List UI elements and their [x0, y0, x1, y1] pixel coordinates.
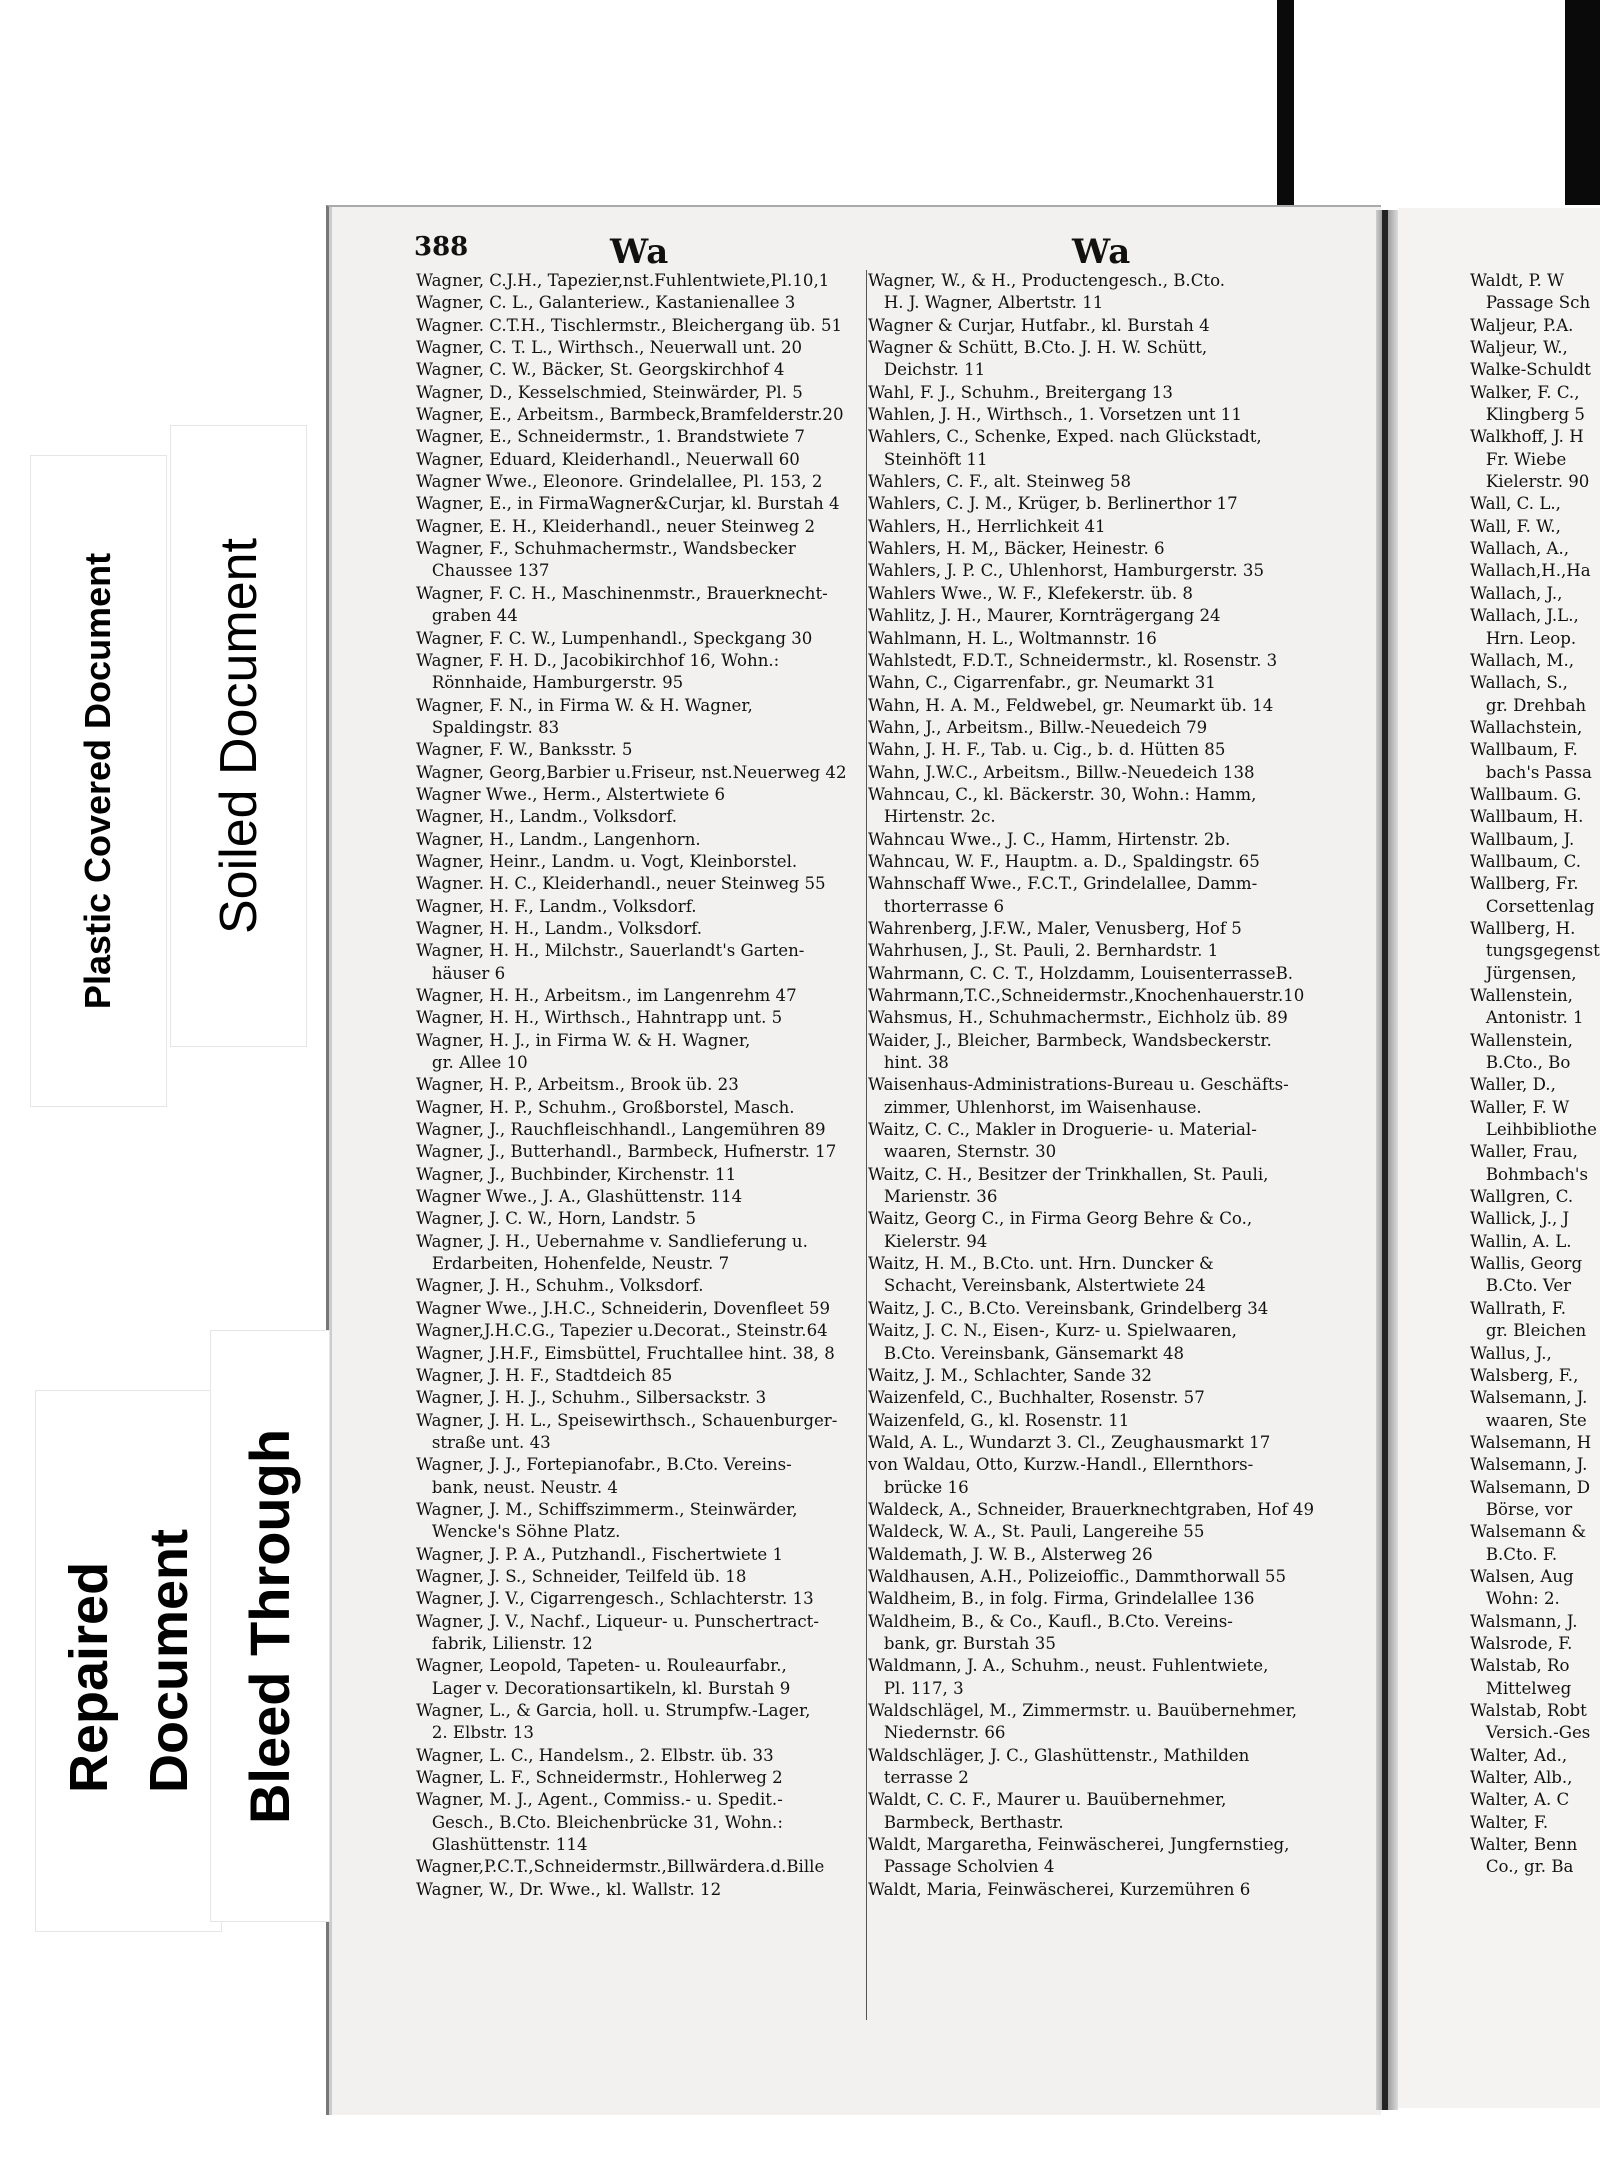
directory-entry: Wahncau Wwe., J. C., Hamm, Hirtenstr. 2b. — [868, 829, 1231, 849]
label-repaired — [35, 1390, 222, 1932]
directory-entry: Niedernstr. 66 — [868, 1723, 1006, 1743]
directory-entry: Kielerstr. 94 — [868, 1231, 988, 1251]
directory-entry: Wahlers, C. F., alt. Steinweg 58 — [868, 472, 1132, 492]
directory-entry: Versich.-Ges — [1470, 1723, 1591, 1743]
directory-entry: Wagner, J. J., Fortepianofabr., B.Cto. Vereins- — [416, 1455, 792, 1475]
directory-entry: Steinhöft 11 — [868, 449, 988, 469]
directory-entry: B.Cto. Ver — [1470, 1276, 1572, 1296]
directory-entry: Waisenhaus-Administrations-Bureau u. Geschäfts- — [868, 1075, 1289, 1095]
page-number: 388 — [414, 232, 469, 262]
directory-entry: Wahrmann,T.C.,Schneidermstr.,Knochenhauerstr.10 — [868, 986, 1305, 1005]
directory-entry: Wagner, W., & H., Productengesch., B.Cto. — [868, 271, 1226, 290]
directory-entry: Wagner, H. H., Wirthsch., Hahntrapp unt. 5 — [416, 1008, 783, 1028]
directory-entry: Wallus, J., — [1470, 1343, 1552, 1363]
directory-entry: Wahn, H. A. M., Feldwebel, gr. Neumarkt üb. 14 — [868, 695, 1274, 715]
directory-entry: Walter, A. C — [1470, 1790, 1570, 1810]
directory-entry: Lager v. Decorationsartikeln, kl. Burstah 9 — [416, 1678, 791, 1698]
label-plastic-covered-text: Plastic Covered Document — [77, 552, 119, 1010]
directory-entry: Wahn, J., Arbeitsm., Billw.-Neuedeich 79 — [868, 717, 1208, 737]
directory-entry: Wagner, J., Rauchfleischhandl., Langemühren 89 — [416, 1120, 826, 1140]
directory-entry: Wagner & Curjar, Hutfabr., kl. Burstah 4 — [868, 315, 1210, 335]
directory-entry: Wagner,J.H.C.G., Tapezier u.Decorat., Steinstr.64 — [416, 1321, 828, 1341]
directory-entry: Wagner & Schütt, B.Cto. J. H. W. Schütt, — [868, 338, 1208, 358]
directory-entry: Wagner, L. F., Schneidermstr., Hohlerweg 2 — [416, 1768, 783, 1788]
directory-entry: Wallach, J.L., — [1470, 606, 1579, 626]
directory-entry: Waitz, Georg C., in Firma Georg Behre & Co., — [868, 1209, 1253, 1229]
directory-entry: Chaussee 137 — [416, 561, 550, 581]
directory-entry: gr. Allee 10 — [416, 1053, 528, 1073]
directory-entry: B.Cto., Bo — [1470, 1053, 1571, 1073]
directory-entry: Wahlmann, H. L., Woltmannstr. 16 — [868, 628, 1157, 648]
directory-entry: Wallach, M., — [1470, 650, 1575, 670]
directory-entry: Rönnhaide, Hamburgerstr. 95 — [416, 673, 684, 693]
directory-entry: Wagner, C. L., Galanteriew., Kastanienallee 3 — [416, 293, 796, 313]
directory-entry: Deichstr. 11 — [868, 360, 986, 380]
directory-entry: Barmbeck, Berthastr. — [868, 1812, 1064, 1832]
directory-entry: Waldmann, J. A., Schuhm., neust. Fuhlentwiete, — [868, 1656, 1269, 1676]
directory-entry: Wahn, J. H. F., Tab. u. Cig., b. d. Hütten 85 — [868, 740, 1226, 760]
directory-entry: Schacht, Vereinsbank, Alstertwiete 24 — [868, 1276, 1206, 1296]
directory-entry: H. J. Wagner, Albertstr. 11 — [868, 293, 1104, 313]
directory-entry: Wahlers Wwe., W. F., Klefekerstr. üb. 8 — [868, 583, 1193, 603]
directory-entry: bach's Passa — [1470, 762, 1592, 782]
directory-entry: Wagner, J. S., Schneider, Teilfeld üb. 18 — [416, 1566, 747, 1586]
directory-entry: Wahlers, H. M,, Bäcker, Heinestr. 6 — [868, 539, 1165, 559]
directory-entry: Waitz, H. M., B.Cto. unt. Hrn. Duncker & — [868, 1254, 1214, 1274]
directory-entry: Wohn: 2. — [1470, 1589, 1560, 1609]
directory-entry: Wahlers, C. J. M., Krüger, b. Berlinerthor 17 — [868, 494, 1238, 514]
directory-entry: Kielerstr. 90 — [1470, 472, 1590, 492]
directory-entry: Hirtenstr. 2c. — [868, 807, 996, 827]
directory-entry: Wall, C. L., — [1470, 494, 1561, 514]
label-repaired-text: Repaired Document — [58, 1528, 199, 1794]
directory-entry: Wahncau, C., kl. Bäckerstr. 30, Wohn.: Hamm, — [868, 784, 1257, 804]
directory-entry: Passage Sch — [1470, 293, 1591, 313]
directory-entry: Klingberg 5 — [1470, 405, 1585, 425]
directory-entry: Wagner Wwe., Eleonore. Grindelallee, Pl. 153, 2 — [416, 472, 823, 492]
directory-entry: Wallenstein, — [1470, 986, 1573, 1005]
directory-entry: Wahn, C., Cigarrenfabr., gr. Neumarkt 31 — [868, 673, 1216, 693]
directory-entry: Waizenfeld, G., kl. Rosenstr. 11 — [868, 1410, 1130, 1430]
directory-entry: Wallach, S., — [1470, 673, 1568, 693]
directory-entry: Wagner, J. H., Uebernahme v. Sandlieferung u. — [416, 1231, 808, 1251]
directory-entry: Walstab, Robt — [1470, 1701, 1587, 1720]
directory-entry: Hrn. Leop. — [1470, 628, 1577, 648]
directory-entry: Wagner, H., Landm., Langenhorn. — [416, 829, 701, 849]
directory-entry: Börse, vor — [1470, 1499, 1573, 1519]
directory-entry: Wagner. H. C., Kleiderhandl., neuer Steinweg 55 — [416, 874, 826, 894]
directory-entry: thorterrasse 6 — [868, 896, 1005, 916]
directory-entry: Wagner, F. H. D., Jacobikirchhof 16, Wohn.: — [416, 650, 780, 670]
directory-entry: Walsemann & — [1470, 1522, 1587, 1542]
directory-entry: Wagner, W., Dr. Wwe., kl. Wallstr. 12 — [416, 1879, 722, 1899]
directory-entry: zimmer, Uhlenhorst, im Waisenhause. — [868, 1097, 1202, 1117]
directory-entry: Wagner, D., Kesselschmied, Steinwärder, Pl. 5 — [416, 382, 803, 402]
label-plastic-covered — [30, 455, 167, 1107]
directory-entry: Wagner, E., in FirmaWagner&Curjar, kl. Burstah 4 — [416, 494, 840, 514]
directory-entry: Corsettenlag — [1470, 896, 1595, 916]
directory-entry: Walsen, Aug — [1470, 1566, 1574, 1586]
directory-entry: Waldt, P. W — [1470, 271, 1565, 290]
directory-entry: Waitz, C. H., Besitzer der Trinkhallen, St. Pauli, — [868, 1164, 1269, 1184]
directory-entry: Wagner, F. W., Banksstr. 5 — [416, 740, 633, 760]
directory-entry: Waldheim, B., & Co., Kaufl., B.Cto. Vereins- — [868, 1611, 1233, 1631]
directory-entry: Waider, J., Bleicher, Barmbeck, Wandsbeckerstr. — [868, 1030, 1272, 1050]
directory-entry: Walkhoff, J. H — [1470, 427, 1584, 447]
directory-entry: Wagner, H. J., in Firma W. & H. Wagner, — [416, 1030, 751, 1050]
directory-entry: Wallberg, Fr. — [1470, 874, 1579, 894]
directory-entry: Wagner, J. P. A., Putzhandl., Fischertwiete 1 — [416, 1544, 784, 1564]
directory-entry: Walter, Alb., — [1470, 1768, 1573, 1788]
directory-entry: Wagner, J., Butterhandl., Barmbeck, Hufnerstr. 17 — [416, 1142, 837, 1162]
directory-entry: Walter, F. — [1470, 1812, 1549, 1832]
directory-entry: Pl. 117, 3 — [868, 1678, 964, 1698]
directory-entry: Wagner, C. T. L., Wirthsch., Neuerwall unt. 20 — [416, 338, 803, 358]
directory-entry: Wagner, Heinr., Landm. u. Vogt, Kleinborstel. — [416, 851, 798, 871]
directory-entry: Waitz, J. C. N., Eisen-, Kurz- u. Spielwaaren, — [868, 1321, 1237, 1341]
label-soiled — [170, 425, 307, 1047]
directory-entry: Wahn, J.W.C., Arbeitsm., Billw.-Neuedeich 138 — [868, 762, 1255, 782]
directory-entry: Walter, Ad., — [1470, 1745, 1568, 1765]
directory-entry: Walke-Schuldt — [1470, 360, 1591, 380]
directory-entry: straße unt. 43 — [416, 1432, 551, 1452]
directory-entry: Wagner, M. J., Agent., Commiss.- u. Spedit.- — [416, 1790, 783, 1810]
directory-entry: Wagner, Georg,Barbier u.Friseur, nst.Neuerweg 42 — [416, 762, 847, 782]
directory-entry: Wald, A. L., Wundarzt 3. Cl., Zeughausmarkt 17 — [868, 1432, 1271, 1452]
directory-entry: brücke 16 — [868, 1477, 969, 1497]
directory-entry: Wagner, H. F., Landm., Volksdorf. — [416, 896, 697, 916]
directory-entry: Waizenfeld, C., Buchhalter, Rosenstr. 57 — [868, 1388, 1205, 1408]
directory-entry: häuser 6 — [416, 963, 506, 983]
directory-entry: Wahnschaff Wwe., F.C.T., Grindelallee, Damm- — [868, 874, 1258, 894]
directory-entry: Waldeck, W. A., St. Pauli, Langereihe 55 — [868, 1522, 1205, 1542]
directory-entry: Waldt, Maria, Feinwäscherei, Kurzemühren 6 — [868, 1879, 1251, 1899]
directory-entry: hint. 38 — [868, 1053, 949, 1073]
directory-entry: Wagner, J. H. J., Schuhm., Silbersackstr. 3 — [416, 1388, 767, 1408]
directory-entry: Mittelweg — [1470, 1678, 1572, 1698]
directory-entry: Leihbibliothe — [1470, 1120, 1597, 1140]
directory-entry: Walter, Benn — [1470, 1835, 1578, 1855]
directory-entry: Waitz, C. C., Makler in Droguerie- u. Material- — [868, 1120, 1257, 1140]
label-soiled-text: Soiled Document — [209, 538, 268, 934]
directory-entry: Waller, F. W — [1470, 1097, 1570, 1117]
directory-column-right — [1470, 270, 1600, 1879]
directory-entry: Walsrode, F. — [1470, 1633, 1573, 1653]
scan-bar-top — [1277, 0, 1294, 205]
directory-entry: Walsberg, F., — [1470, 1365, 1579, 1385]
directory-entry: Erdarbeiten, Hohenfelde, Neustr. 7 — [416, 1254, 730, 1274]
directory-entry: Wagner, J. H. F., Stadtdeich 85 — [416, 1365, 673, 1385]
directory-entry: Waldheim, B., in folg. Firma, Grindelallee 136 — [868, 1589, 1255, 1609]
directory-entry: Wallbaum, F. — [1470, 740, 1578, 760]
directory-entry: bank, neust. Neustr. 4 — [416, 1477, 618, 1497]
directory-entry: Wagner, F. C. H., Maschinenmstr., Brauerknecht- — [416, 583, 828, 603]
directory-entry: Wallbaum, J. — [1470, 829, 1575, 849]
directory-entry: Waldschlägel, M., Zimmermstr. u. Bauübernehmer, — [868, 1701, 1298, 1720]
directory-entry: Waljeur, W., — [1470, 338, 1568, 358]
directory-entry: Wagner, J.H.F., Eimsbüttel, Fruchtallee hint. 38, 8 — [416, 1343, 835, 1363]
directory-entry: Waller, Frau, — [1470, 1142, 1578, 1162]
directory-entry: Wallbaum. G. — [1470, 784, 1582, 804]
directory-entry: Wahlen, J. H., Wirthsch., 1. Vorsetzen unt 11 — [868, 405, 1242, 425]
directory-entry: 2. Elbstr. 13 — [416, 1723, 534, 1743]
directory-entry: Wagner, L. C., Handelsm., 2. Elbstr. üb. 33 — [416, 1745, 774, 1765]
directory-entry: von Waldau, Otto, Kurzw.-Handl., Ellernthors- — [868, 1455, 1254, 1475]
directory-entry: Wagner, J. V., Cigarrengesch., Schlachterstr. 13 — [416, 1589, 814, 1609]
book-gutter — [1382, 210, 1388, 2110]
directory-entry: Waldt, Margaretha, Feinwäscherei, Jungfernstieg, — [868, 1835, 1290, 1855]
directory-entry: Wagner, F. C. W., Lumpenhandl., Speckgang 30 — [416, 628, 813, 648]
directory-entry: Waitz, J. C., B.Cto. Vereinsbank, Grindelberg 34 — [868, 1298, 1269, 1318]
directory-entry: Wallachstein, — [1470, 717, 1583, 737]
directory-entry: Wagner, L., & Garcia, holl. u. Strumpfw.-Lager, — [416, 1701, 811, 1720]
directory-entry: Walsmann, J. — [1470, 1611, 1578, 1631]
directory-entry: Wagner, J. V., Nachf., Liqueur- u. Punschertract- — [416, 1611, 819, 1631]
directory-entry: Wagner, E., Arbeitsm., Barmbeck,Bramfelderstr.20 — [416, 405, 844, 425]
directory-entry: Walsemann, J. — [1470, 1388, 1588, 1408]
directory-entry: Wagner, J., Buchbinder, Kirchenstr. 11 — [416, 1164, 737, 1184]
directory-entry: waaren, Ste — [1470, 1410, 1587, 1430]
directory-entry: Wahrenberg, J.F.W., Maler, Venusberg, Hof 5 — [868, 918, 1242, 938]
directory-entry: Wagner, J. M., Schiffszimmerm., Steinwärder, — [416, 1499, 798, 1519]
directory-entry: Waldeck, A., Schneider, Brauerknechtgraben, Hof 49 — [868, 1499, 1315, 1519]
directory-entry: Wallach,H.,Ha — [1470, 561, 1591, 581]
directory-entry: Wallis, Georg — [1470, 1254, 1583, 1274]
column-divider — [866, 270, 867, 2020]
directory-entry: Wahncau, W. F., Hauptm. a. D., Spaldingstr. 65 — [868, 851, 1260, 871]
directory-entry: Co., gr. Ba — [1470, 1857, 1574, 1877]
directory-entry: Wagner Wwe., J.H.C., Schneiderin, Dovenfleet 59 — [416, 1298, 831, 1318]
directory-entry: Glashüttenstr. 114 — [416, 1835, 588, 1855]
directory-entry: Walstab, Ro — [1470, 1656, 1570, 1676]
directory-entry: Gesch., B.Cto. Bleichenbrücke 31, Wohn.: — [416, 1812, 783, 1832]
directory-entry: Waljeur, P.A. — [1470, 315, 1574, 335]
directory-entry: Wagner, E., Schneidermstr., 1. Brandstwiete 7 — [416, 427, 805, 447]
directory-entry: Wallbaum, H. — [1470, 807, 1584, 827]
directory-column-middle — [868, 270, 1368, 1901]
directory-entry: Waldt, C. C. F., Maurer u. Bauübernehmer, — [868, 1790, 1227, 1810]
directory-entry: terrasse 2 — [868, 1768, 969, 1788]
directory-entry: Walsemann, J. — [1470, 1455, 1588, 1475]
directory-entry: Wagner, J. H. L., Speisewirthsch., Schauenburger- — [416, 1410, 838, 1430]
directory-entry: bank, gr. Burstah 35 — [868, 1633, 1056, 1653]
directory-entry: Wallach, J., — [1470, 583, 1563, 603]
directory-entry: Wagner, E. H., Kleiderhandl., neuer Steinweg 2 — [416, 516, 816, 536]
directory-entry: Wagner, H., Landm., Volksdorf. — [416, 807, 678, 827]
directory-entry: Wencke's Söhne Platz. — [416, 1522, 621, 1542]
directory-entry: Wallberg, H. — [1470, 918, 1576, 938]
directory-entry: Wagner, F. N., in Firma W. & H. Wagner, — [416, 695, 753, 715]
directory-entry: Walker, F. C., — [1470, 382, 1580, 402]
directory-entry: Wagner, H. H., Milchstr., Sauerlandt's Garten- — [416, 941, 805, 961]
directory-entry: Wahlers, C., Schenke, Exped. nach Glückstadt, — [868, 427, 1262, 447]
directory-entry: Wallrath, F. — [1470, 1298, 1567, 1318]
directory-entry: Wallbaum, C. — [1470, 851, 1581, 871]
directory-entry: Wahlers, H., Herrlichkeit 41 — [868, 516, 1106, 536]
directory-entry: Fr. Wiebe — [1470, 449, 1567, 469]
directory-entry: tungsgegenst — [1470, 941, 1600, 961]
directory-entry: Waldschläger, J. C., Glashüttenstr., Mathilden — [868, 1745, 1250, 1765]
running-head-left: Wa — [610, 232, 670, 272]
directory-entry: Wahlstedt, F.D.T., Schneidermstr., kl. Rosenstr. 3 — [868, 650, 1278, 670]
directory-entry: Waldhausen, A.H., Polizeioffic., Dammthorwall 55 — [868, 1566, 1287, 1586]
directory-entry: Wallenstein, — [1470, 1030, 1573, 1050]
directory-entry: Wagner, F., Schuhmachermstr., Wandsbecker — [416, 539, 796, 559]
directory-entry: Wagner, H. H., Arbeitsm., im Langenrehm 47 — [416, 986, 797, 1005]
directory-entry: Wallin, A. L. — [1470, 1231, 1572, 1251]
directory-entry: Wagner, H. H., Landm., Volksdorf. — [416, 918, 703, 938]
directory-entry: Waller, D., — [1470, 1075, 1556, 1095]
directory-entry: Waldemath, J. W. B., Alsterweg 26 — [868, 1544, 1153, 1564]
directory-entry: Marienstr. 36 — [868, 1187, 998, 1207]
directory-entry: Wahlers, J. P. C., Uhlenhorst, Hamburgerstr. 35 — [868, 561, 1265, 581]
directory-entry: Wagner, Eduard, Kleiderhandl., Neuerwall 60 — [416, 449, 800, 469]
scan-bar-right — [1565, 0, 1600, 205]
directory-entry: Wahlitz, J. H., Maurer, Kornträgergang 24 — [868, 606, 1221, 626]
directory-entry: Wallgren, C. — [1470, 1187, 1574, 1207]
directory-entry: Wagner, H. P., Arbeitsm., Brook üb. 23 — [416, 1075, 739, 1095]
directory-entry: Wagner, Leopold, Tapeten- u. Rouleaurfabr., — [416, 1656, 787, 1676]
directory-entry: Wagner,P.C.T.,Schneidermstr.,Billwärdera.d.Bille — [416, 1857, 825, 1877]
directory-entry: Spaldingstr. 83 — [416, 717, 560, 737]
directory-entry: graben 44 — [416, 606, 518, 626]
label-bleed-through-text: Bleed Through — [238, 1428, 302, 1824]
directory-entry: Bohmbach's — [1470, 1164, 1589, 1184]
directory-entry: Wall, F. W., — [1470, 516, 1561, 536]
directory-entry: Wahrmann, C. C. T., Holzdamm, LouisenterrasseB. — [868, 963, 1294, 983]
label-bleed-through — [210, 1330, 330, 1922]
directory-entry: Wagner Wwe., Herm., Alstertwiete 6 — [416, 784, 726, 804]
directory-entry: Waitz, J. M., Schlachter, Sande 32 — [868, 1365, 1152, 1385]
directory-entry: Wagner, C. W., Bäcker, St. Georgskirchhof 4 — [416, 360, 785, 380]
directory-entry: Wagner, J. H., Schuhm., Volksdorf. — [416, 1276, 704, 1296]
directory-entry: Antonistr. 1 — [1470, 1008, 1584, 1028]
directory-entry: fabrik, Lilienstr. 12 — [416, 1633, 593, 1653]
directory-entry: gr. Drehbah — [1470, 695, 1587, 715]
directory-entry: Wallach, A., — [1470, 539, 1570, 559]
directory-entry: Wagner Wwe., J. A., Glashüttenstr. 114 — [416, 1187, 743, 1207]
directory-entry: gr. Bleichen — [1470, 1321, 1587, 1341]
directory-entry: Wagner, J. C. W., Horn, Landstr. 5 — [416, 1209, 697, 1229]
directory-entry: Wahl, F. J., Schuhm., Breitergang 13 — [868, 382, 1173, 402]
directory-entry: Wahsmus, H., Schuhmachermstr., Eichholz üb. 89 — [868, 1008, 1288, 1028]
directory-entry: Wagner, H. P., Schuhm., Großborstel, Masch. — [416, 1097, 795, 1117]
directory-entry: Walsemann, D — [1470, 1477, 1591, 1497]
directory-entry: Passage Scholvien 4 — [868, 1857, 1055, 1877]
directory-entry: Wagner. C.T.H., Tischlermstr., Bleichergang üb. 51 — [416, 315, 843, 335]
directory-entry: Jürgensen, — [1470, 963, 1577, 983]
directory-entry: B.Cto. Vereinsbank, Gänsemarkt 48 — [868, 1343, 1185, 1363]
directory-entry: Wallick, J., J — [1470, 1209, 1570, 1229]
directory-column-left — [416, 270, 866, 1901]
directory-entry: Wagner, C.J.H., Tapezier,nst.Fuhlentwiete,Pl.10,1 — [416, 271, 830, 290]
directory-entry: waaren, Sternstr. 30 — [868, 1142, 1057, 1162]
directory-entry: Wahrhusen, J., St. Pauli, 2. Bernhardstr. 1 — [868, 941, 1219, 961]
directory-entry: B.Cto. F. — [1470, 1544, 1558, 1564]
running-head-right: Wa — [1072, 232, 1132, 272]
directory-entry: Walsemann, H — [1470, 1432, 1592, 1452]
